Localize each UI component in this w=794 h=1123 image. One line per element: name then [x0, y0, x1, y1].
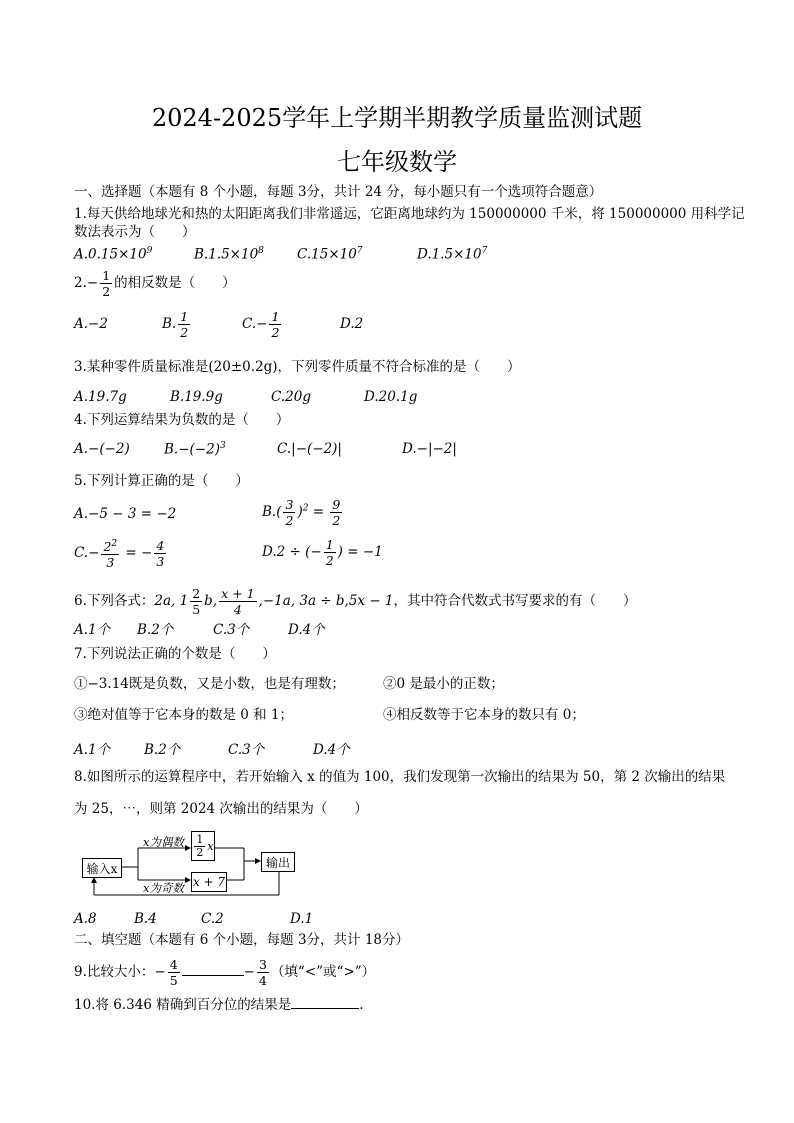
q1-line1: 1.每天供给地球光和热的太阳距离我们非常遥远，它距离地球约为 150000000 千米，将 150000000 用科学记 — [74, 206, 745, 222]
q7-option-c: C.3个 — [228, 742, 265, 758]
flow-plus-box: x + 7 — [191, 872, 227, 892]
q3-option-c: C.20g — [271, 389, 311, 405]
q8-option-d: D.1 — [290, 911, 314, 927]
q10-answer-blank[interactable] — [291, 996, 359, 1009]
q5-option-d: D.2 ÷ (− $\frac{1}{2}$ ) = −1 — [262, 537, 383, 568]
flow-input-box: 输入x — [82, 858, 122, 878]
q3-option-b: B.19.9g — [170, 389, 223, 405]
q1-option-b: $B.1.5\times 10^8$ — [194, 246, 264, 263]
q8-option-c: C.2 — [201, 911, 224, 927]
q7-option-b: B.2个 — [144, 742, 181, 758]
q7-statement-4: ④相反数等于它本身的数只有 0； — [383, 707, 585, 723]
q9-stem: 9.比较大小：− $\frac{4}{5}$ − $\frac{3}{4}$ （填“<”或“>”） — [74, 957, 376, 988]
q1-option-c: $C.15\times 10^7$ — [297, 246, 363, 263]
q8-option-b: B.4 — [134, 911, 157, 927]
exam-subtitle: 七年级数学 — [337, 148, 457, 176]
q3-stem: 3.某种零件质量标准是(20±0.2g)，下列零件质量不符合标准的是（ ） — [74, 359, 521, 375]
q2-option-d: D.2 — [340, 316, 364, 332]
q3-option-d: D.20.1g — [364, 389, 418, 405]
q7-option-a: A.1个 — [74, 742, 111, 758]
section2-heading: 二、填空题（本题有 6 个小题，每题 3分，共计 18分） — [74, 932, 410, 948]
q2-option-c: C.− $\frac{1}{2}$ — [242, 309, 280, 340]
q6-option-b: B.2个 — [137, 622, 174, 638]
q8-line2: 为 25，⋯，则第 2024 次输出的结果为（ ） — [74, 801, 368, 817]
q4-option-a: A.−(−2) — [74, 441, 130, 457]
q5-option-a: A.−5 − 3 = −2 — [74, 506, 177, 522]
q1-line2: 数法表示为（ ） — [74, 224, 196, 240]
flow-even-label: x为偶数 — [143, 835, 184, 849]
q5-option-c: C.− $\frac{2^2}{3}$ = − $\frac{4}{3}$ — [74, 538, 165, 571]
exam-title: 2024-2025学年上学期半期教学质量监测试题 — [151, 104, 643, 132]
q5-stem: 5.下列计算正确的是（ ） — [74, 473, 249, 489]
q6-option-a: A.1个 — [74, 622, 111, 638]
q4-stem: 4.下列运算结果为负数的是（ ） — [74, 412, 290, 428]
q8-option-a: A.8 — [74, 911, 97, 927]
q3-option-a: A.19.7g — [74, 389, 127, 405]
q6-stem: 6.下列各式：2a, 1 $\frac{2}{5}$ b, $\frac{x + 1}{4}$ ,−1a, 3a ÷ b,5x − 1，其中符合代数式书写要求的有（ ） — [74, 586, 637, 617]
q2-stem: 2.− $\frac{1}{2}$ 的相反数是（ ） — [74, 268, 236, 299]
section1-heading: 一、选择题（本题有 8 个小题，每题 3分，共计 24 分，每小题只有一个选项符合题意） — [74, 184, 603, 200]
q2-option-b: B. $\frac{1}{2}$ — [162, 309, 189, 340]
q4-option-b: $B.-(-2)^3$ — [164, 441, 226, 458]
q7-option-d: D.4个 — [313, 742, 350, 758]
q2-option-a: A.−2 — [74, 316, 108, 332]
flow-odd-label: x为奇数 — [143, 881, 184, 895]
q9-answer-blank[interactable] — [182, 963, 244, 976]
q6-option-c: C.3个 — [213, 622, 250, 638]
q4-option-d: D.−|−2| — [402, 441, 457, 457]
q7-statement-1: ①−3.14既是负数，又是小数，也是有理数； — [74, 676, 345, 692]
q7-stem: 7.下列说法正确的个数是（ ） — [74, 646, 276, 662]
q5-option-b: B.( $\frac{3}{2}$ )$^2$ = $\frac{9}{2}$ — [262, 497, 341, 528]
flow-half-box: $\frac{1}{2}$ x — [191, 831, 215, 861]
q8-line1: 8.如图所示的运算程序中，若开始输入 x 的值为 100，我们发现第一次输出的结果为 50，第 2 次输出的结果 — [74, 769, 726, 785]
q6-option-d: D.4个 — [288, 622, 325, 638]
q7-statement-2: ②0 是最小的正数； — [383, 676, 504, 692]
q7-statement-3: ③绝对值等于它本身的数是 0 和 1； — [74, 707, 294, 723]
q1-option-d: $D.1.5\times 10^7$ — [417, 246, 488, 263]
q10-stem: 10.将 6.346 精确到百分位的结果是 . — [74, 997, 364, 1013]
flow-output-box: 输出 — [261, 852, 295, 872]
q4-option-c: C.|−(−2)| — [277, 441, 342, 457]
q1-option-a: $A.0.15\times 10^9$ — [74, 246, 153, 263]
